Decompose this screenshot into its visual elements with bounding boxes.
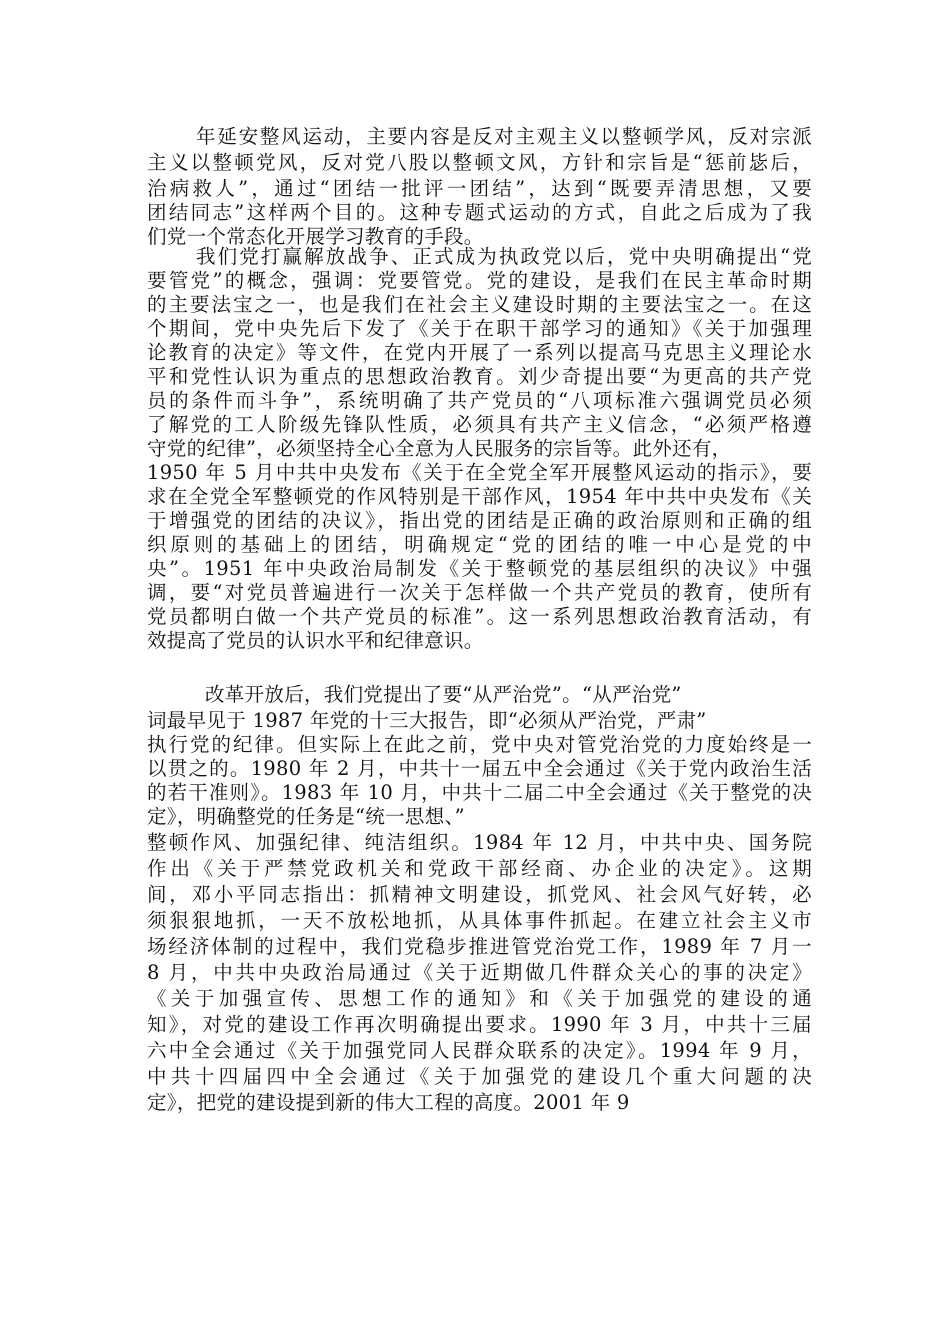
text-line: 我们党打赢解放战争、正式成为执政党以后，党中央明确提出“党 [196, 245, 812, 268]
text-line: 年延安整风运动，主要内容是反对主观主义以整顿学风，反对宗派 [196, 125, 812, 148]
text-line: 定》，把党的建设提到新的伟大工程的高度。2001 年 9 [147, 1091, 630, 1114]
text-line: 的若干准则》。1983 年 10 月，中共十二届二中全会通过《关于整党的决 [147, 781, 812, 804]
text-line: 守党的纪律”，必须坚持全心全意为人民服务的宗旨等。此外还有， [147, 437, 732, 460]
text-line: 中共十四届四中全会通过《关于加强党的建设几个重大问题的决 [147, 1065, 812, 1088]
text-line: 整顿作风、加强纪律、纯洁组织。1984 年 12 月，中共中央、国务院 [147, 831, 812, 854]
text-line: 央”。1951 年中央政治局制发《关于整顿党的基层组织的决议》中强 [147, 557, 812, 580]
text-line: 员的条件而斗争”，系统明确了共产党员的“八项标准六强调党员必须 [147, 389, 812, 412]
text-line: 党员都明白做一个共产党员的标准”。这一系列思想政治教育活动，有 [147, 605, 812, 628]
text-line: 改革开放后，我们党提出了要“从严治党”。“从严治党” [205, 683, 682, 706]
text-line: 1950 年 5 月中共中央发布《关于在全党全军开展整风运动的指示》，要 [147, 461, 812, 484]
text-line: 定》，明确整党的任务是“统一思想、” [147, 805, 465, 828]
text-line: 以贯之的。1980 年 2 月，中共十一届五中全会通过《关于党内政治生活 [147, 757, 812, 780]
text-line: 须狠狠地抓，一天不放松地抓，从具体事件抓起。在建立社会主义市 [147, 909, 812, 932]
text-line: 治病救人”，通过“团结一批评一团结”，达到“既要弄清思想，又要 [147, 177, 812, 200]
text-line: 六中全会通过《关于加强党同人民群众联系的决定》。1994 年 9 月， [147, 1039, 812, 1062]
text-line: 词最早见于 1987 年党的十三大报告，即“必须从严治党，严肃” [147, 709, 707, 732]
text-line: 平和党性认识为重点的思想政治教育。刘少奇提出要“为更高的共产党 [147, 365, 812, 388]
text-line: 求在全党全军整顿党的作风特别是干部作风，1954 年中共中央发布《关 [147, 485, 812, 508]
text-line: 团结同志”这样两个目的。这种专题式运动的方式，自此之后成为了我 [147, 201, 812, 224]
text-line: 作出《关于严禁党政机关和党政干部经商、办企业的决定》。这期 [147, 857, 812, 880]
text-line: 了解党的工人阶级先锋队性质，必须具有共产主义信念，“必须严格遵 [147, 413, 812, 436]
text-line: 于增强党的团结的决议》，指出党的团结是正确的政治原则和正确的组 [147, 509, 812, 532]
text-line: 要管党”的概念，强调：党要管党。党的建设，是我们在民主革命时期 [147, 269, 812, 292]
text-line: 调，要“对党员普遍进行一次关于怎样做一个共产党员的教育，使所有 [147, 581, 812, 604]
text-line: 场经济体制的过程中，我们党稳步推进管党治党工作，1989 年 7 月一 [147, 935, 812, 958]
text-line: 的主要法宝之一，也是我们在社会主义建设时期的主要法宝之一。在这 [147, 293, 812, 316]
text-line: 知》，对党的建设工作再次明确提出要求。1990 年 3 月，中共十三届 [147, 1013, 812, 1036]
text-line: 执行党的纪律。但实际上在此之前，党中央对管党治党的力度始终是一 [147, 733, 812, 756]
text-line: 间，邓小平同志指出：抓精神文明建设，抓党风、社会风气好转，必 [147, 883, 812, 906]
text-line: 8 月，中共中央政治局通过《关于近期做几件群众关心的事的决定》 [147, 961, 812, 984]
text-line: 《关于加强宣传、思想工作的通知》和《关于加强党的建设的通 [147, 987, 812, 1010]
text-line: 们党一个常态化开展学习教育的手段。 [147, 225, 484, 248]
text-line: 织原则的基础上的团结，明确规定“党的团结的唯一中心是党的中 [147, 533, 812, 556]
text-line: 效提高了党员的认识水平和纪律意识。 [147, 629, 484, 652]
text-line: 个期间，党中央先后下发了《关于在职干部学习的通知》《关于加强理 [147, 317, 812, 340]
text-line: 主义以整顿党风，反对党八股以整顿文风，方针和宗旨是“惩前毖后， [147, 151, 812, 174]
text-line: 论教育的决定》等文件，在党内开展了一系列以提高马克思主义理论水 [147, 341, 812, 364]
